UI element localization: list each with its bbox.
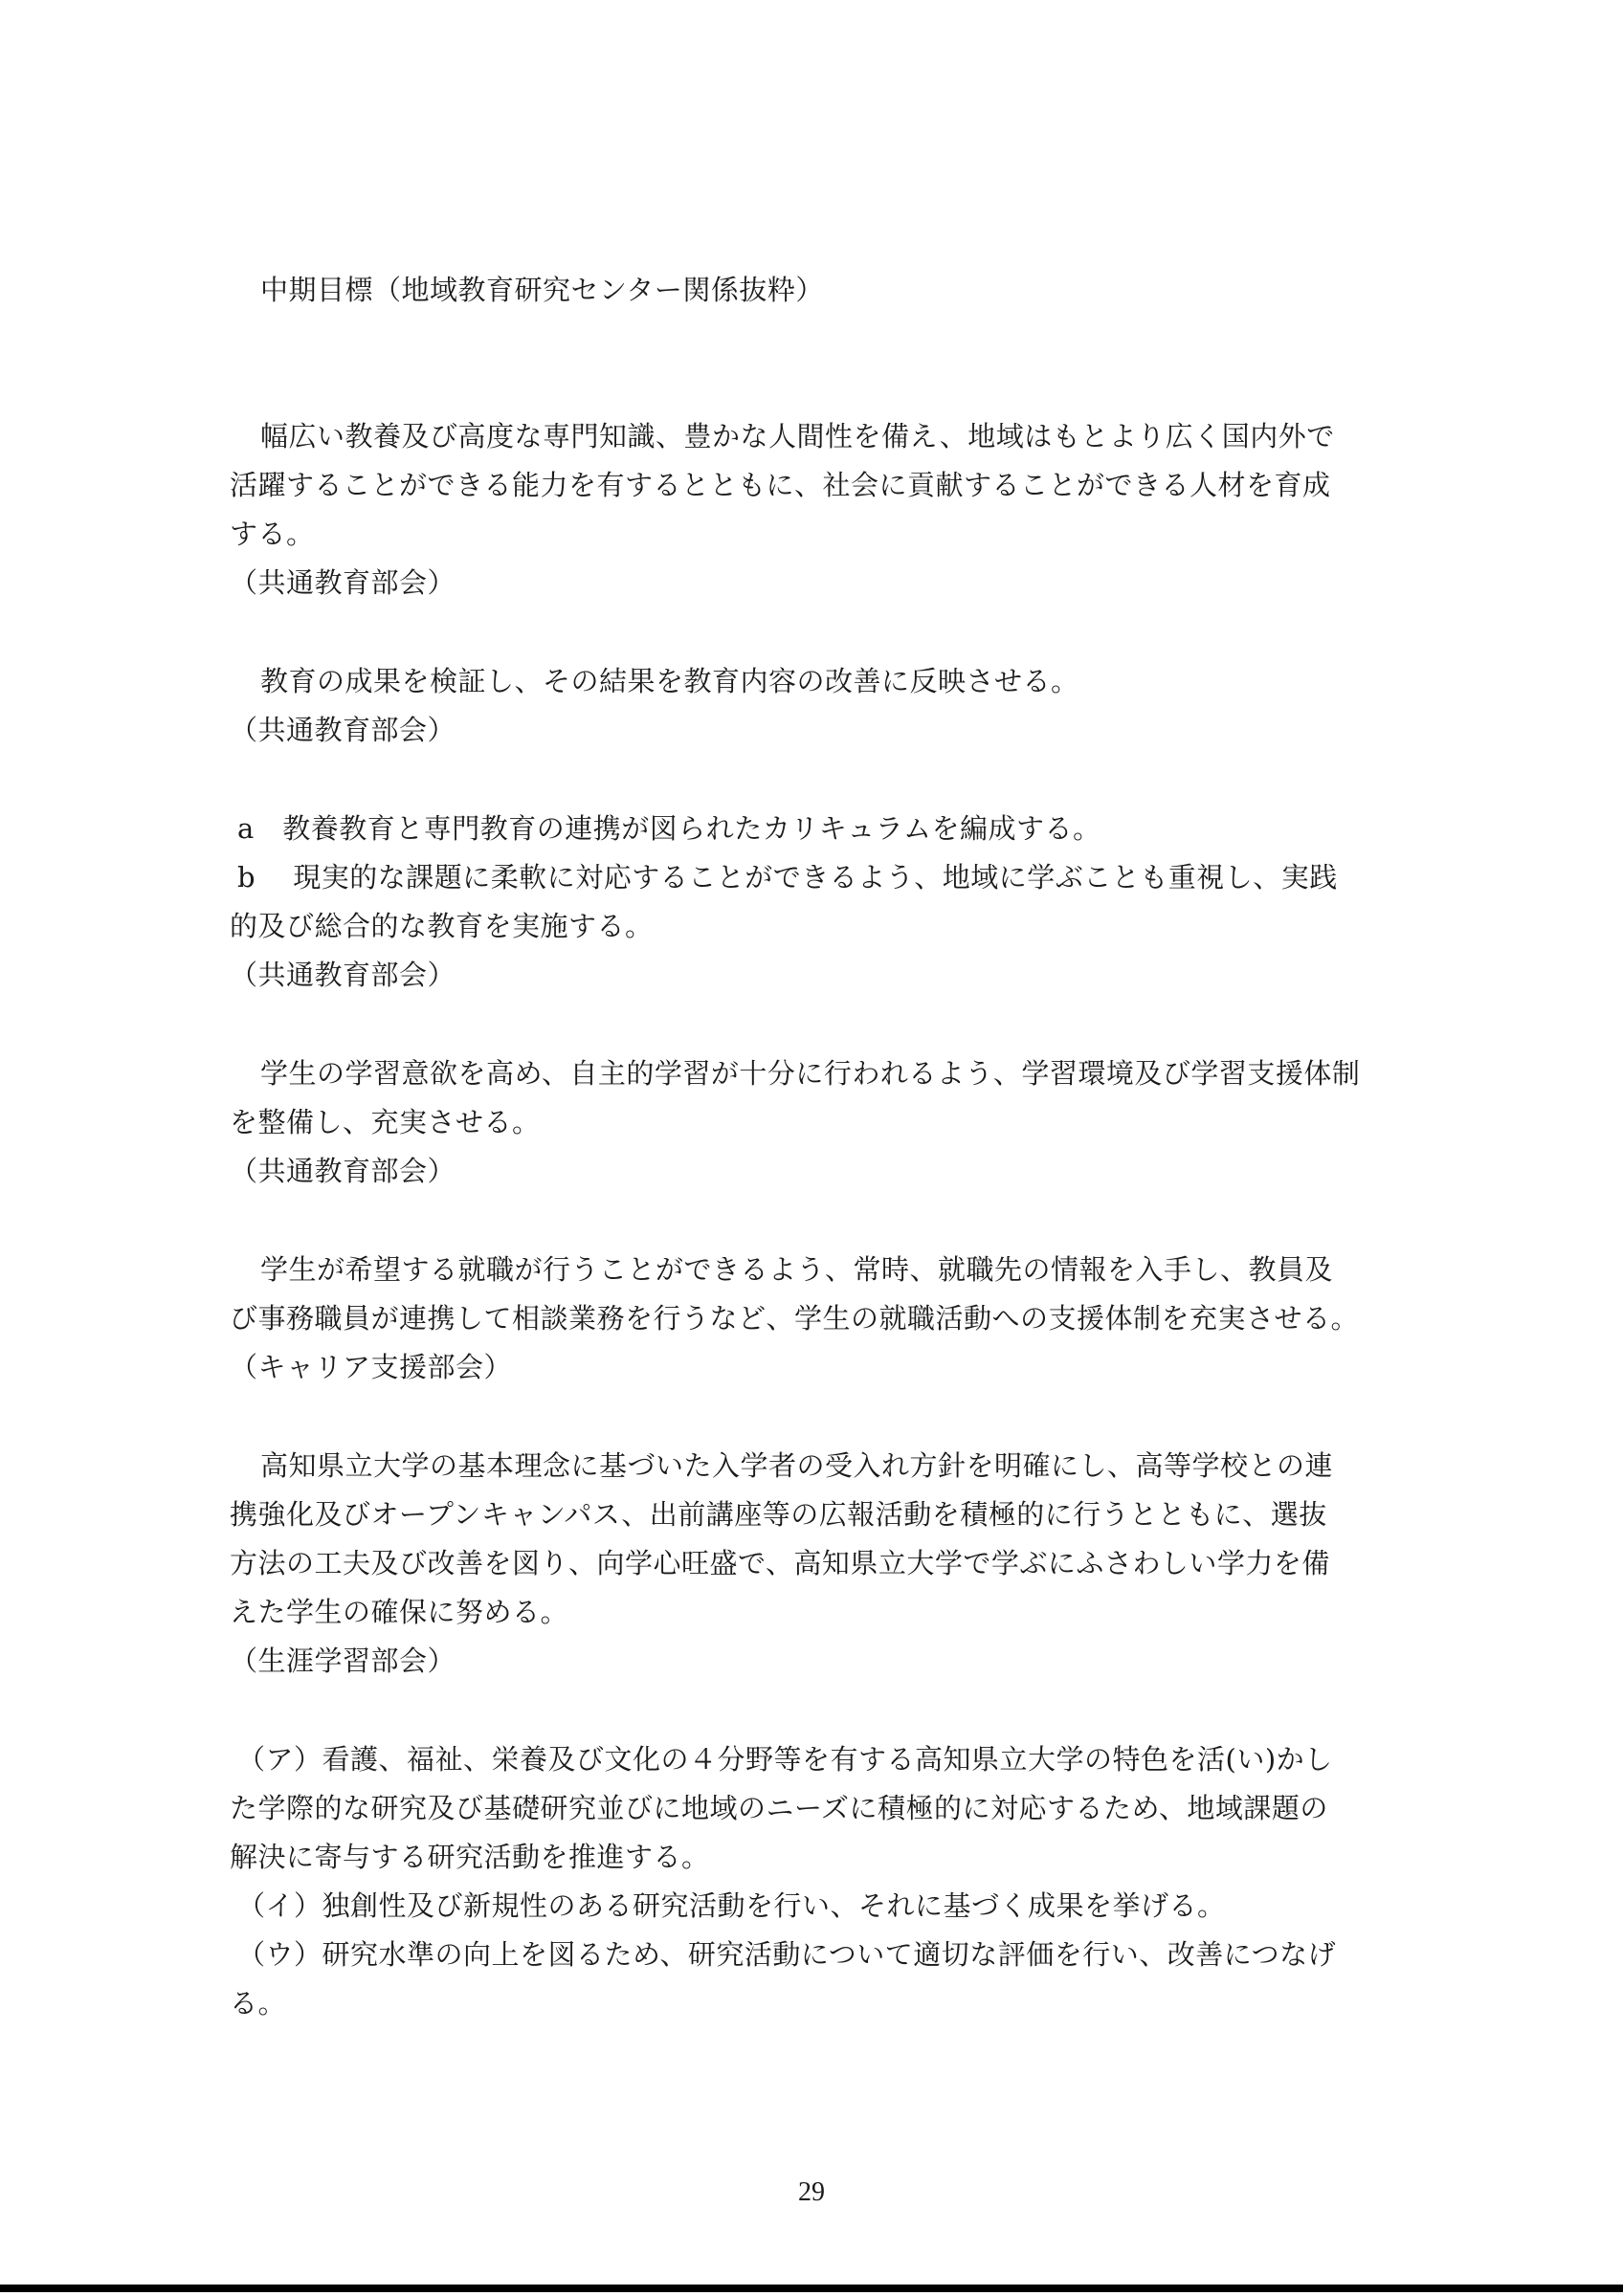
page-number: 29	[798, 2177, 825, 2207]
paragraph-line: 高知県立大学の基本理念に基づいた入学者の受入れ方針を明確にし、高等学校との連	[260, 1449, 1334, 1482]
committee-label: （キャリア支援部会）	[230, 1351, 513, 1383]
list-item-a-katakana: （ア）看護、福祉、栄養及び文化の４分野等を有する高知県立大学の特色を活(い)かし	[237, 1743, 1333, 1776]
committee-label: （共通教育部会）	[230, 1155, 456, 1187]
paragraph-line: 幅広い教養及び高度な専門知識、豊かな人間性を備え、地域はもとより広く国内外で	[260, 420, 1335, 453]
bottom-border	[0, 2285, 1623, 2292]
paragraph-line: 教育の成果を検証し、その結果を教育内容の改善に反映させる。	[260, 665, 1079, 697]
paragraph-line: する。	[230, 518, 315, 550]
list-item-a: a 教養教育と専門教育の連携が図られたカリキュラムを編成する。	[237, 812, 1101, 845]
paragraph-line: 解決に寄与する研究活動を推進する。	[230, 1841, 710, 1873]
paragraph-line: る。	[230, 1987, 287, 2020]
paragraph-line: えた学生の確保に努める。	[230, 1596, 569, 1628]
committee-label: （生涯学習部会）	[230, 1645, 456, 1677]
paragraph-line: 方法の工夫及び改善を図り、向学心旺盛で、高知県立大学で学ぶにふさわしい学力を備	[230, 1547, 1330, 1579]
paragraph-line: 携強化及びオープンキャンパス、出前講座等の広報活動を積極的に行うとともに、選抜	[230, 1498, 1327, 1531]
paragraph-line: 的及び総合的な教育を実施する。	[230, 910, 654, 942]
list-item-i-katakana: （イ）独創性及び新規性のある研究活動を行い、それに基づく成果を挙げる。	[237, 1889, 1226, 1922]
paragraph-line: び事務職員が連携して相談業務を行うなど、学生の就職活動への支援体制を充実させる。	[230, 1302, 1360, 1335]
list-item-u-katakana: （ウ）研究水準の向上を図るため、研究活動について適切な評価を行い、改善につなげ	[237, 1938, 1337, 1971]
paragraph-line: 学生の学習意欲を高め、自主的学習が十分に行われるよう、学習環境及び学習支援体制	[260, 1057, 1361, 1090]
paragraph-line: 活躍することができる能力を有するとともに、社会に貢献することができる人材を育成	[230, 469, 1331, 501]
list-item-b: b 現実的な課題に柔軟に対応することができるよう、地域に学ぶことも重視し、実践	[237, 861, 1338, 894]
page-title: 中期目標（地域教育研究センター関係抜粋）	[260, 274, 824, 306]
committee-label: （共通教育部会）	[230, 714, 456, 746]
paragraph-line: を整備し、充実させる。	[230, 1106, 541, 1138]
paragraph-line: 学生が希望する就職が行うことができるよう、常時、就職先の情報を入手し、教員及	[260, 1253, 1334, 1286]
committee-label: （共通教育部会）	[230, 959, 456, 991]
paragraph-line: た学際的な研究及び基礎研究並びに地域のニーズに積極的に対応するため、地域課題の	[230, 1792, 1328, 1824]
committee-label: （共通教育部会）	[230, 566, 456, 599]
